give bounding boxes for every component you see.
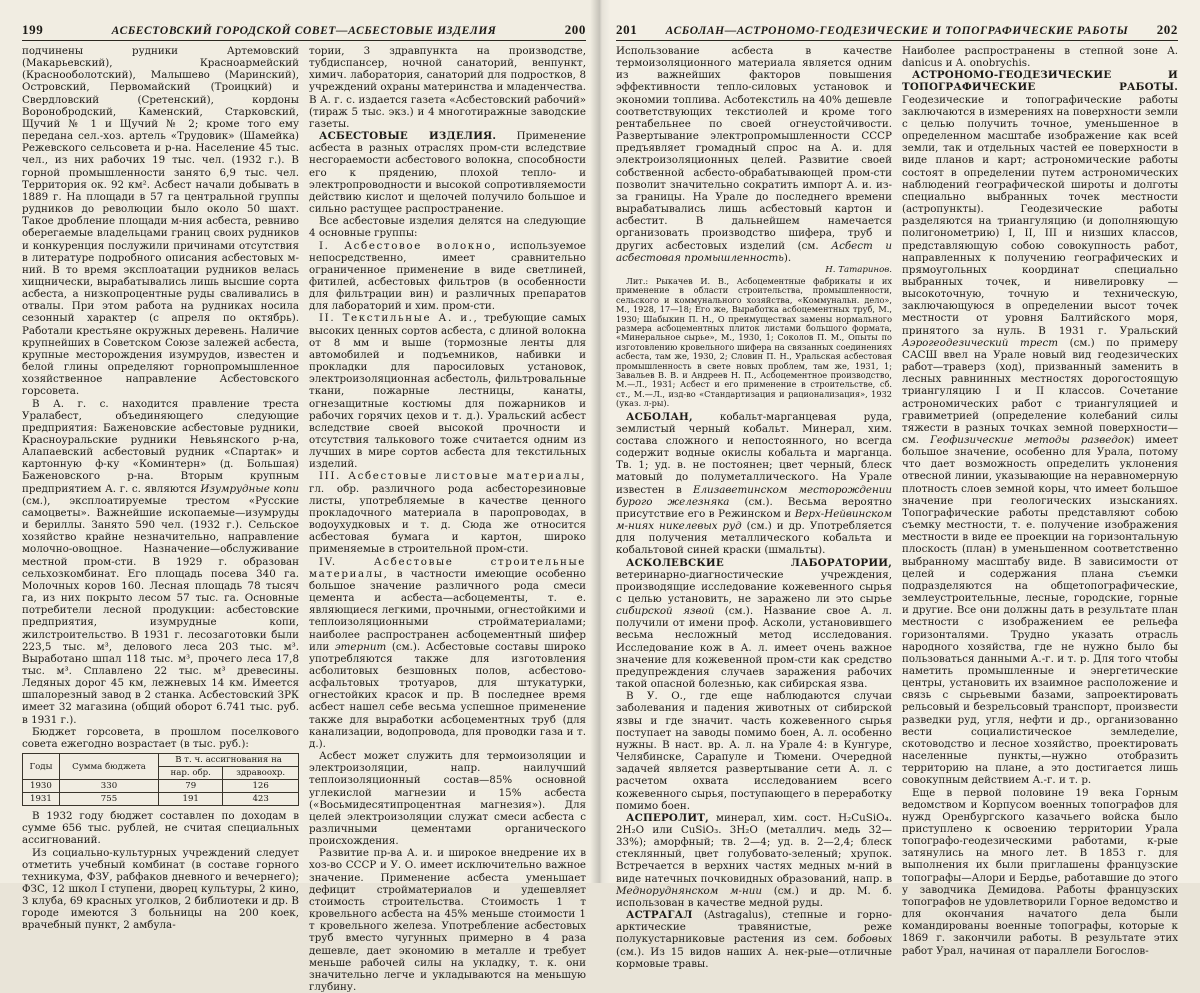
headword: АСБОЛАН, [626,410,693,423]
paragraph: подчинены рудники Артемовский (Макарьевский), Красноармейский (Краснооболотский), Малышево (Маринский), Островский, Первомайский (Троицкий) и Свердловский (Сретенский), кордоны Воронобродский, Каменский, Старковский, Щучий № 1 и Щучий № 2; кроме того ему передана сел.-хоз. артель «Трудовик» (Шамейка) Режевского сельсовета и р-на. Население 45 тыс. чел., из них рабочих 19 тыс. чел. (1932 г.). В горной промышленности занято 6,9 тыс. чел. Территория ок. 92 км². Асбест начали добывать в 1889 г. На площади в 57 га центральной группы рудников до революции было около 50 шахт. Такое дробление площади м-ния асбеста, ревниво оберегаемые владельцами границ своих рудников и конкуренция послужили причинами отсутствия в литературе подробного описания асбестовых м-ний. В то время эксплоатации рудников велась хищнически, вырабатывались лишь высшие сорта асбеста, а низкопроцентные руды сваливались в отвалы. При этом работа на рудниках носила сезонный характер (с апреля по октябрь). Работали крестьяне окружных деревень. Наличие крупнейших в Советском Союзе залежей асбеста, крупные месторождения изумрудов, известен и белой глины определяют горнопромышленное хозяйственное направление Асбестовского горсовета. [22,45,299,398]
page-number-202: 202 [1156,22,1178,37]
paragraph: В У. О., где еще наблюдаются случаи заболевания и падения животных от сибирской язвы и где значит. часть кожевенного сырья поступает на заводы помимо боен, А. л. особенно нужны. В наст. вр. А. л. на Урале 4: в Кунгуре, Челябинске, Сарапуле и Тюмени. Очередной задачей является развертывание сети А. л. с расчетом охвата исследованием всего кожевенного сырья, поступающего в переработку помимо боен. [616,690,892,812]
right-running-title: АСБОЛАН—АСТРОНОМО-ГЕОДЕЗИЧЕСКИЕ И ТОПОГРАФИЧЕСКИЕ РАБОТЫ [665,25,1129,37]
page-number-199: 199 [22,22,44,37]
right-column-1 [616,45,893,970]
table-cell-sum: 755 [59,793,158,806]
left-running-head [22,22,586,41]
headword: АСБЕСТОВЫЕ ИЗДЕЛИЯ. [319,130,497,143]
right-columns [616,45,1178,970]
entry-astro-geodetic-works: АСТРОНОМО-ГЕОДЕЗИЧЕСКИЕ И ТОПОГРАФИЧЕСКИЕ РАБОТЫ. Геодезические и топографические работы заключаются в измерениях на поверхности земли с целью получить точное, уменьшенное в определенном масштабе изображение как всей земли, так и отдельных частей ее поверхности в виде планов и карт; астрономические работы состоят в определении путем астрономических наблюдений географической широты и долготы специально выбранных точек местности (астропункты). Геодезические работы разделяются на триангуляцию (и дополняющую полигонометрию) I, II, III и низших классов, представляющую собою совокупность работ, направленных к получению географических и прямоугольных координат специально выбранных точек, и нивелировку — высокоточную, точную и техническую, заключающуюся в определении высот точек местности от уровня Балтийского моря, принятого за нуль. В 1931 г. Уральский Аэрогеодезический трест (см.) по примеру САСШ ввел на Урале новый вид геодезических работ—траверз (ход), призванный заменить в лесных равнинных местностях дорогостоящую триангуляцию I и II классов. Сочетание астрономических работ с триангуляцией и гравиметрией (определение колебаний силы тяжести в разных точках земной поверхности—см. Геофизические методы разведок) имеет большое значение, особенно для Урала, потому что дает возможность определить уклонения отвесной линии, указывающие на неравномерную плотность слоев земной коры, что имеет большое значение при геологических изысканиях. Топографические работы представляют собою съемку местности, т. е. получение изображения местности в виде ее проекции на горизонтальную плоскость (план) в уменьшенном соответственно выбранному масштабу виде. В зависимости от целей и содержания плана съемки подразделяются на общетопографические, землеустроительные, лесные, городские, горные и другие. Все они должны дать в результате план местности с изображением ее рельефа горизонталями. Трудно указать отрасль народного хозяйства, где не нужно было бы пользоваться данными А.-г. и т. р. Для того чтобы наметить промышленные и энергетические центры, установить их взаимное расположение и связь с сырьевыми базами, запроектировать рельсовый и безрельсовый транспорт, произвести разведки руд, угля, нефти и др., организованно вести социалистическое земледелие, скотоводство и лесное хозяйство, проектировать населенные пункты,—нужно отобразить территорию на плане, а это достигается лишь совокупным действием А.-г. и т. р. [902,69,1178,787]
table-row [23,780,299,793]
right-column-2 [902,45,1178,957]
table-cell-education: 191 [159,793,223,806]
headword: АСТРОНОМО-ГЕОДЕЗИЧЕСКИЕ И ТОПОГРАФИЧЕСКИЕ РАБОТЫ. [902,69,1178,94]
left-columns [22,45,587,993]
table-header-health: здравоохр. [223,767,299,780]
group-4: IV. Асбестовые строительные материалы, в частности имеющие особенно большое значение различного рода смеси цемента и асбеста—асбоцементы, т. е. являющиеся легкими, прочными, огнестойкими и теплоизоляционными стройматериалами; наиболее распространен асбоцементный шифер или этернит (см.). Асбестовые составы широко употребляются также для изготовления асболитовых безшовных полов, асбестово-асфальтовых тротуаров, для штукатурки, огнестойких красок и пр. В последнее время асбест нашел себе весьма успешное применение также для выработки асбоцементных труб (для канализации, водопровода, для проводки газа и т. д.). [309,555,586,750]
paragraph: Наиболее распространены в степной зоне A. danicus и A. onobrychis. [902,45,1178,70]
entry-asbolan: АСБОЛАН, кобальт-марганцевая руда, землистый черный кобальт. Минерал, хим. состава сложного и непостоянного, но всегда содержит водные окислы кобальта и марганца. Тв. 1; уд. в. не постоянен; цвет черный, блеск матовый до полуметаллического. На Урале известен в Елизаветинском месторождении бурого железняка (см.). Весьма вероятно присутствие его в Режинском и Верх-Нейвинском м-ниях никелевых руд (см.) и др. Употребляется для получения металлического кобальта и кобальтовой синей краски (шмальты). [616,410,893,557]
headword: АСТРАГАЛ [626,909,693,922]
left-column-2 [309,45,587,993]
entry-asperolite: АСПЕРОЛИТ, минерал, хим. сост. H₂CuSiO₄. 2H₂O или CuSiO₃. 3H₂O (металлич. медь 32—33%); аморфный; тв. 2—4; уд. в. 2—2,4; блеск стеклянный, цвет голубовато-зеленый; хрупок. Встречается в верхних частях медных м-ний в виде натечных почковидных образований, напр. в Медноруднянском м-нии (см.) и др. М. б. использован в качестве медной руды. [616,811,893,909]
bibliography: Лит.: Рыкачев И. В., Асбоцементные фабрикаты и их применение в области строительства, промышленности, сельского и коммунального хозяйства, «Коммунальн. дело», М., 1928, 17—18; Его же, Выработка асбоцементных труб, М., 1930; Шабыкин П. Н., О преимуществах замены нормального размера асбоцементных плиток листами большого формата, «Минеральное сырье», М., 1930, 1; Соколов П. М., Опыты по изготовлению кровельного шифера на связанных соединениях асбеста, там же, 1930, 2; Словин П. Н., Уральская асбестовая промышленность в свете новых проблем, там же, 1931, 1; Завальев В. В. и Андреев Н. П., Асбоцементное производство, М.—Л., 1931; Асбест и его применение в строительстве, сб. ст., М.—Л., изд-во «Стандартизация и рационализация», 1932 (указ. л-ры). [616,275,892,409]
paragraph: Еще в первой половине 19 века Горным ведомством и Корпусом военных топографов для нужд Оренбургского казачьего войска было приступлено к освоению территории Урала топографо-геодезическими работами, к-рые затянулись на много лет. В 1853 г. для выполнения их были приглашены французские топографы—Алори и Бердье, работавшие до этого у заводчика Демидова. Работы французских топографов не удовлетворили Горное ведомство и для окончания начатого дела были командированы военные топографы, которые к 1869 г. закончили работы. В результате этих работ Урал, начиная от параллели Богослов- [902,786,1178,957]
headword: АСКОЛЕВСКИЕ ЛАБОРАТОРИИ, [626,556,892,569]
entry-astragalus: АСТРАГАЛ (Astragalus), степные и горно-арктические травянистые, реже полукустарниковые растения из сем. бобовых (см.). Из 15 видов наших А. нек-рые—отличные кормовые травы. [616,909,892,970]
author-signature: Н. Татаринов. [825,264,892,275]
paragraph: Все асбестовые изделия делятся на следующие 4 основные группы: [309,215,586,240]
paragraph: Развитие пр-ва А. и. и широкое внедрение их в хоз-во СССР и У. О. имеет исключительно важное значение. Применение асбеста уменьшает дефицит стройматериалов и удешевляет стоимость строительства. Стоимость 1 т кровельного асбеста на 45% меньше стоимости 1 т кровельного железа. Употребление асбестовых труб вместо чугунных примерно в 4 раза дешевле, дает экономию в металле и требует меньше рабочей силы на укладку, т. к. они значительно легче и укладываются на меньшую глубину. [309,847,586,993]
headword: АСПЕРОЛИТ, [626,811,709,824]
paragraph: Бюджет горсовета, в прошлом поселкового совета ежегодно возрастает (в тыс. руб.): [22,725,299,750]
table-cell-health: 423 [223,793,299,806]
table-header-group: В т. ч. ассигнования на [159,754,299,767]
left-column-1 [22,45,300,932]
table-header-sum: Сумма бюджета [59,754,158,780]
entry-asbestos-products: АСБЕСТОВЫЕ ИЗДЕЛИЯ. Применение асбеста в разных отраслях пром-сти вследствие несгораемости асбестового волокна, способности его к прядению, плохой тепло- и электропроводности и высокой сопротивляемости действию кислот и щелочей получило большое и сильно растущее распространение. [309,130,586,216]
group-3: III. Асбестовые листовые материалы, гл. обр. различного рода асбесторезиновые листы, употребляемые в качестве ценного прокладочного материала в паропроводах, в водоухудковых и т. д. Сюда же относится асбестовая бумага и картон, широко применяемые в строительной пром-сти. [309,470,586,556]
table-row [23,793,299,806]
paragraph: тории, 3 здравпункта на производстве, тубдиспансер, ночной санаторий, венпункт, химич. лаборатория, санаторий для подростков, 8 учреждений охраны материнства и младенчества. В А. г. с. издается газета «Асбестовский рабочий» (тираж 5 тыс. экз.) и 4 многотиражные заводские газеты. [309,45,587,130]
table-cell-year: 1931 [23,793,60,806]
group-2: II. Текстильные А. и., требующие самых высоких ценных сортов асбеста, с длиной волокна от 8 мм и выше (тормозные ленты для автомобилей и подъемников, набивки и прокладки для паросиловых установок, электроизоляционная асбестоль, фильтровальные ткани, пожарные лестницы, канаты, огнезащитные костюмы для пожарников и рабочих горячих цехов и т. д.). Уральский асбест вследствие своей высокой прочности и отсутствия талькового тоже считается одним из лучших в мире сортов асбеста для текстильных изделий. [309,312,586,471]
right-running-head [616,22,1178,41]
table-header-years: Годы [23,754,60,780]
table-cell-year: 1930 [23,780,60,793]
budget-table [22,753,299,806]
table-header-education: нар. обр. [159,767,223,780]
paragraph: В А. г. с. находится правление треста Уралабест, объединяющего следующие предприятия: Баженовские асбестовые рудники, Красноуральские рудники Невьянского р-на, Алапаевский асбестовый рудник «Спартак» и картонную ф-ку «Коминтерн» (д. Большая) Баженовского р-на. Вторым крупным предприятием А. г. с. являются Изумрудные копи (см.), эксплоатируемые трестом «Русские самоцветы». Важнейшие ископаемые—изумруды и бериллы. Занято 590 чел. (1932 г.). Сельское хозяйство крайне незначительно, направление молочно-овощное. Назначение—обслуживание местной пром-сти. В 1929 г. образован сельхозкомбинат. Его площадь посева 340 га. Молочных коров 160. Лесная площадь 78 тысяч га, из них покрыто лесом 57 тыс. га. Основные потребители лесной продукции: асбестовские предприятия, изумрудные копи, жилстроительство. В 1931 г. лесозаготовки были 223,5 тыс. м³, делового леса 203 тыс. м³. Выработано шпал 118 тыс. м³, прочего леса 17,8 тыс. м³. Сплавлено 22 тыс. м³ древесины. Ледяных дорог 45 км, лежневых 14 км. Имеется шпалорезный завод в 2 станка. Асбестовский ЗРК имеет 32 магазина (общий оборот 6.741 тыс. руб. в 1931 г.). [22,397,300,726]
paragraph: В 1932 году бюджет составлен по доходам в сумме 656 тыс. рублей, не считая специальных ассигнований. [22,810,299,847]
paragraph: Использование асбеста в качестве термоизоляционного материала является одним из важнейших факторов повышения эффективности тепло-силовых установок и экономии топлива. Асботекстиль на 40% дешевле соответствующих текстиолей и кроме того рентабельнее по своей огнеустойчивости. Развертывание электропромышленности СССР предъявляет громадный спрос на А. и. для электроизоляционных целей. Развитие своей собственной асбесто-обрабатывающей пром-сти позволит значительно сократить импорт А. и. из-за границы. На Урале до последнего времени вырабатывались лишь асбестовый картон и асбестит. В дальнейшем намечается организовать производство шифера, труб и других асбестовых изделий (см. Асбест и асбестовая промышленность). [616,45,892,264]
paragraph: Из социально-культурных учреждений следует отметить учебный комбинат (в составе горного техникума, ФЗУ, рабфаков дневного и вечернего); ФЗС, 12 школ I ступени, дворец культуры, 2 кино, 3 клуба, 69 красных уголков, 2 библиотеки и др. В городе имеются 3 больницы на 200 коек, врачебный пункт, 2 амбула- [22,846,299,932]
paragraph: Асбест может служить для термоизоляции и электроизоляции, напр. наилучший теплоизоляционный состав—85% основной углекислой магнезии и 15% асбеста («Восьмидесятипроцентная магнезия»). Для целей электроизоляции служат смеси асбеста с различными цементами органического происхождения. [309,750,586,848]
page-number-200: 200 [564,22,586,37]
table-cell-education: 79 [159,780,223,793]
entry-ascoli-labs: АСКОЛЕВСКИЕ ЛАБОРАТОРИИ, ветеринарно-диагностические учреждения, производящие исследование кожевенного сырья с целью установить, не заражено ли это сырье сибирской язвой (см.). Название свое А. л. получили от имени проф. Асколи, установившего весьма несложный метод исследования. Исследование кож в А. л. имеет очень важное значение для кожевенной пром-сти как средство предупреждения случаев заражения рабочих такой опасной болезнью, как сибирская язва. [616,556,892,691]
group-1: I. Асбестовое волокно, используемое непосредственно, имеет сравнительно ограниченное применение в виде светлиней, фитилей, асбестовых фильтров (в особенности для фильтрации вин) и различных препаратов для лабораторий и хим. пром-сти. [309,239,586,313]
right-page [600,0,1200,970]
page-number-201: 201 [616,22,638,37]
left-running-title: АСБЕСТОВСКИЙ ГОРОДСКОЙ СОВЕТ—АСБЕСТОВЫЕ ИЗДЕЛИЯ [111,25,497,37]
table-cell-health: 126 [223,780,299,793]
table-cell-sum: 330 [59,780,158,793]
